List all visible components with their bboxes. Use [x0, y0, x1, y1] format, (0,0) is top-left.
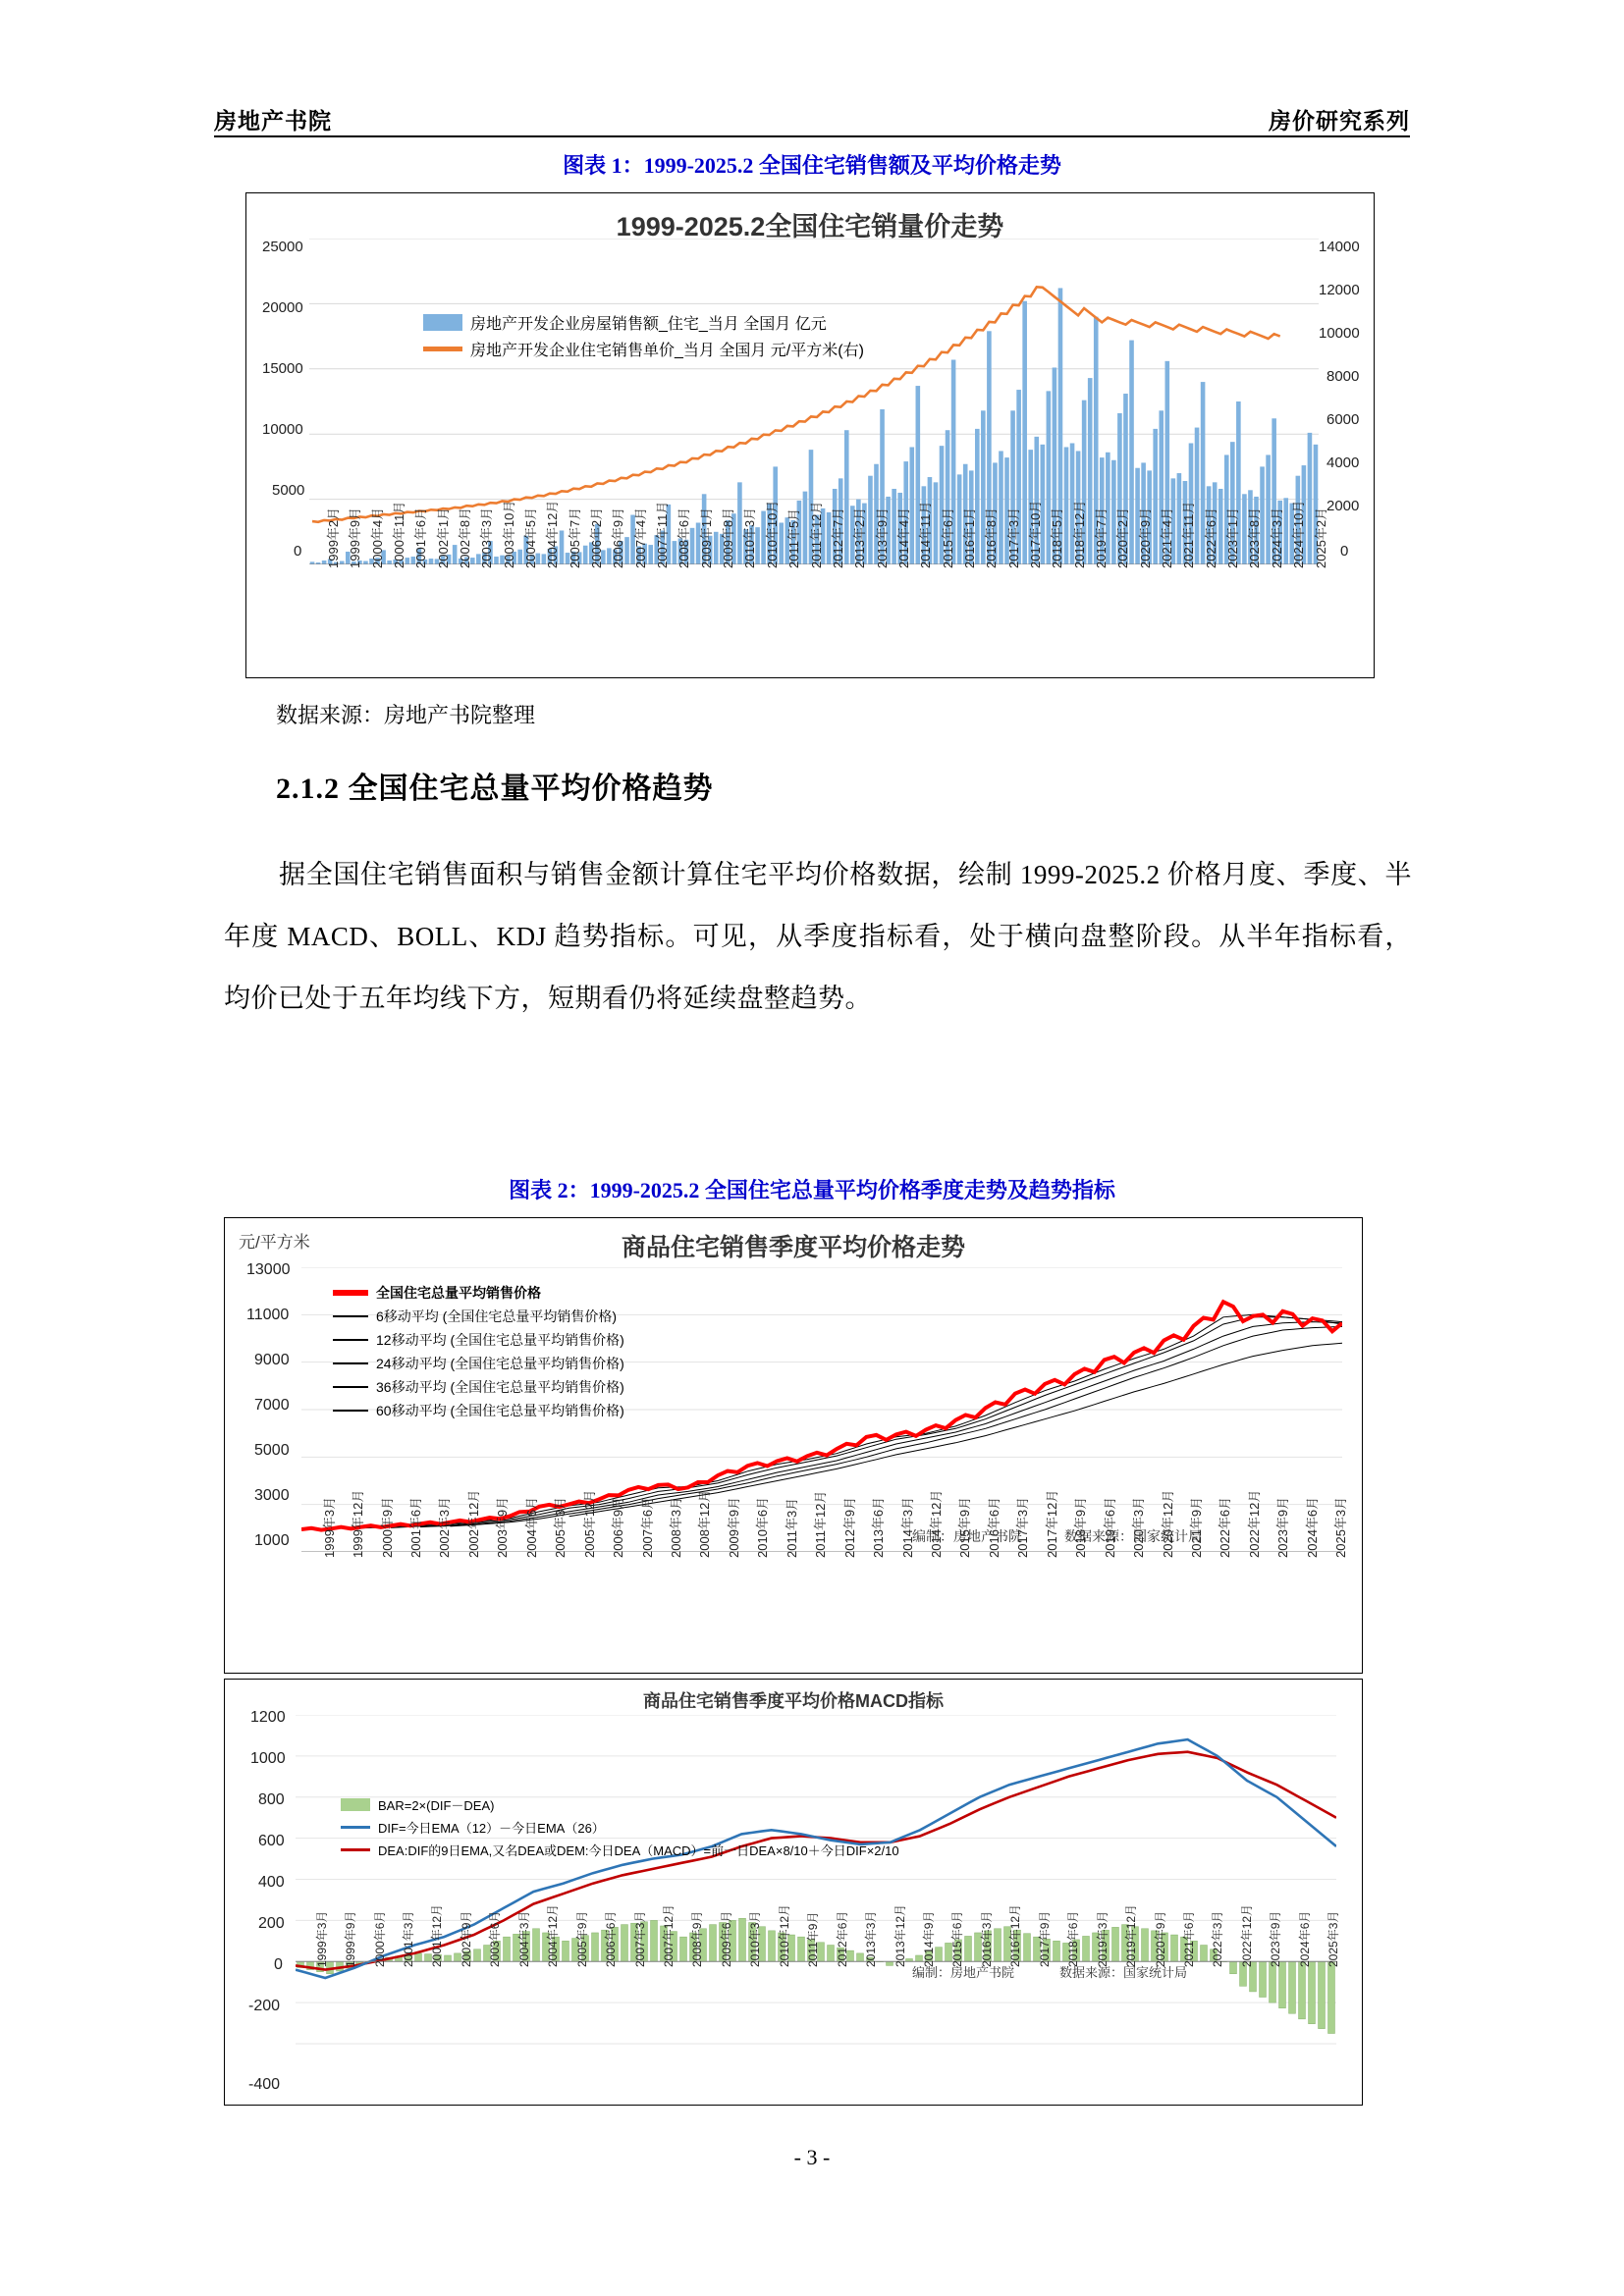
figure2-price-xtick: 2002年3月	[437, 1496, 453, 1558]
legend-ma6-swatch	[333, 1315, 368, 1317]
f3-y-neg200: -200	[248, 1998, 281, 2014]
figure1-xtick: 2020年9月	[1137, 507, 1153, 568]
figure2-price-note-left: 编制：房地产书院	[912, 1528, 1022, 1544]
figure1-xtick: 2000年11月	[391, 501, 406, 568]
legend-ma12-swatch	[333, 1339, 368, 1341]
f1-yright-4000: 4000	[1326, 454, 1360, 471]
figure1-xtick: 2018年12月	[1071, 500, 1087, 568]
f2-legend-ma60	[333, 1401, 624, 1420]
figure1-xtick: 2024年3月	[1269, 507, 1284, 568]
page-number: - 3 -	[793, 2145, 831, 2169]
figure1-xtick: 2015年6月	[940, 507, 955, 568]
figure2-caption: 图表 2：1999-2025.2 全国住宅总量平均价格季度走势及趋势指标	[509, 1178, 1115, 1202]
header-divider	[214, 135, 1410, 137]
figure2-price-xtick: 2009年9月	[726, 1496, 741, 1558]
f3-y-1000: 1000	[250, 1750, 286, 1767]
figure1-xtick: 2000年4月	[369, 507, 385, 568]
figure2-macd-xtick: 2020年9月	[1153, 1910, 1167, 1968]
figure2-macd-xtick: 1999年3月	[314, 1910, 329, 1968]
figure2-macd-xtick: 2010年12月	[777, 1904, 791, 1968]
figure1-legend-item-line	[423, 338, 864, 360]
figure2-price-xtick: 2010年6月	[755, 1496, 771, 1558]
figure2-price-xtick: 2011年3月	[784, 1497, 799, 1558]
figure2-price-xtick: 2001年6月	[408, 1496, 423, 1558]
figure1-xtick: 2017年10月	[1027, 500, 1043, 568]
f1-yleft-0: 0	[294, 543, 302, 560]
legend-ma24-swatch	[333, 1362, 368, 1364]
figure2-price-xtick: 2004年6月	[523, 1496, 539, 1558]
figure1-xtick: 2014年11月	[918, 501, 934, 568]
f2-legend-ma24	[333, 1354, 624, 1373]
figure1-xtick: 2017年3月	[1005, 507, 1021, 568]
figure1-xtick: 2021年11月	[1181, 501, 1197, 568]
figure1-xtick: 2008年6月	[677, 507, 692, 568]
figure2-price-xtick: 2022年12月	[1246, 1489, 1262, 1558]
legend-dea-swatch	[341, 1848, 370, 1851]
figure2-macd-xtick: 2005年9月	[574, 1910, 589, 1968]
figure1-xtick: 2016年8月	[984, 507, 1000, 568]
figure2-macd-xtick: 2022年12月	[1239, 1904, 1254, 1968]
figure1-xtick: 2002年8月	[457, 507, 472, 568]
figure1-xtick: 2003年3月	[479, 507, 495, 568]
header-left-title: 房地产书院	[214, 109, 332, 133]
figure2-price-legend	[333, 1283, 624, 1424]
figure2-price-xtick: 2012年9月	[841, 1496, 857, 1558]
figure1-xtick: 2005年7月	[567, 507, 582, 568]
page-header	[214, 103, 1410, 135]
figure2-macd-xtick: 2016年12月	[1008, 1904, 1023, 1968]
f3-legend-bar	[341, 1795, 899, 1814]
section-heading: 2.1.2 全国住宅总量平均价格趋势	[276, 773, 714, 805]
figure2-macd-xtick: 2011年9月	[806, 1911, 821, 1968]
figure1-xtick: 2010年3月	[742, 507, 758, 568]
figure2-price-xtick: 1999年3月	[321, 1496, 337, 1558]
f3-y-neg400: -400	[248, 2076, 281, 2093]
f2-legend-ma6	[333, 1307, 624, 1326]
f3-y-1200: 1200	[250, 1709, 286, 1726]
legend-line-swatch	[423, 347, 462, 351]
figure2-y-unit: 元/平方米	[239, 1233, 310, 1252]
figure1-xtick: 2013年9月	[874, 507, 890, 568]
figure1-xtick: 2001年6月	[413, 507, 429, 568]
figure1-chart-title: 1999-2025.2全国住宅销量价走势	[616, 212, 1004, 241]
f3-y-200: 200	[258, 1915, 285, 1932]
f2-legend-label-3: 24移动平均 (全国住宅总量平均销售价格)	[376, 1356, 624, 1371]
figure2-price-xtick: 2019年6月	[1102, 1496, 1117, 1558]
f2-y-3000: 3000	[254, 1487, 290, 1504]
figure2-macd-xtick: 2003年6月	[488, 1910, 503, 1968]
f2-legend-ma12	[333, 1330, 624, 1350]
f1-yright-12000: 12000	[1319, 282, 1360, 298]
f2-legend-label-1: 6移动平均 (全国住宅总量平均销售价格)	[376, 1308, 617, 1324]
f3-legend-dea	[341, 1841, 899, 1859]
figure2-macd-xtick: 2004年3月	[516, 1910, 531, 1968]
figure1-xtick: 2019年7月	[1094, 507, 1110, 568]
figure2-macd-xtick: 1999年9月	[344, 1910, 358, 1968]
f1-yleft-5000: 5000	[272, 482, 305, 499]
f2-y-9000: 9000	[254, 1352, 290, 1368]
figure2-macd-xtick: 2001年12月	[430, 1904, 445, 1968]
figure1-xtick: 2018年5月	[1050, 507, 1065, 568]
figure2-macd-xtick: 2013年3月	[864, 1910, 879, 1968]
figure1-xtick: 2002年1月	[435, 507, 451, 568]
legend-bar-swatch	[423, 314, 462, 331]
figure2-price-xtick: 2008年3月	[669, 1496, 683, 1558]
figure1-xtick: 2012年7月	[830, 507, 845, 568]
f2-y-11000: 11000	[246, 1307, 290, 1323]
figure2-price-xtick: 2003年9月	[495, 1496, 511, 1558]
f2-y-5000: 5000	[254, 1442, 290, 1459]
figure2-macd-xtick: 2002年9月	[459, 1910, 473, 1968]
figure1-xtick: 2007年11月	[655, 501, 671, 568]
figure2-price-chart	[224, 1217, 1363, 1674]
figure2-macd-xtick: 2022年3月	[1211, 1910, 1225, 1968]
f1-yleft-15000: 15000	[262, 360, 303, 377]
figure1-xtick: 2025年2月	[1313, 507, 1328, 568]
f3-legend-label-0: BAR=2×(DIF－DEA)	[378, 1798, 495, 1813]
figure2-macd-xtick: 2019年3月	[1095, 1910, 1110, 1968]
figure2-macd-plot	[296, 1715, 1336, 2083]
f3-y-800: 800	[258, 1791, 285, 1808]
figure2-price-xtick: 2008年12月	[697, 1489, 713, 1558]
figure1-xtick: 2010年10月	[764, 500, 780, 568]
figure1-xtick: 2022年6月	[1203, 507, 1218, 568]
figure2-macd-xtick: 2010年3月	[748, 1910, 763, 1968]
figure2-price-xtick: 2015年9月	[957, 1496, 973, 1558]
figure2-macd-legend	[341, 1795, 899, 1863]
figure1-xtick: 2006年9月	[611, 507, 626, 568]
figure2-macd-xtick: 2017年9月	[1037, 1910, 1052, 1968]
figure2-macd-chart	[224, 1679, 1363, 2106]
legend-macd-bar-swatch	[341, 1798, 370, 1811]
figure2-price-xtick: 2000年9月	[379, 1496, 395, 1558]
figure1-legend-item-bar	[423, 311, 864, 334]
figure1-legend-label-2: 房地产开发企业住宅销售单价_当月 全国月 元/平方米(右)	[470, 343, 864, 359]
f3-y-400: 400	[258, 1874, 285, 1891]
figure2-price-xtick: 2005年12月	[581, 1489, 597, 1558]
figure1-xtick: 2009年1月	[698, 507, 714, 568]
f1-yleft-10000: 10000	[262, 421, 303, 438]
figure2-price-xtick: 1999年12月	[351, 1489, 366, 1558]
figure2-price-xtick: 2014年12月	[929, 1489, 944, 1558]
figure2-macd-xtick: 2018年6月	[1066, 1910, 1081, 1968]
f2-legend-label-5: 60移动平均 (全国住宅总量平均销售价格)	[376, 1403, 624, 1418]
legend-main-swatch	[333, 1290, 368, 1296]
figure1-xtick: 2007年4月	[632, 507, 648, 568]
figure1-legend-label-1: 房地产开发企业房屋销售额_住宅_当月 全国月 亿元	[470, 316, 827, 333]
figure2-price-xtick: 2021年9月	[1189, 1496, 1204, 1558]
figure2-macd-xtick: 2021年6月	[1182, 1910, 1196, 1968]
f2-legend-label-4: 36移动平均 (全国住宅总量平均销售价格)	[376, 1379, 624, 1395]
figure2-macd-xtick: 2001年3月	[402, 1910, 415, 1968]
figure1-xtick: 2013年2月	[852, 507, 868, 568]
figure2-price-xtick: 2018年9月	[1073, 1496, 1089, 1558]
figure1-caption: 图表 1：1999-2025.2 全国住宅销售额及平均价格走势	[563, 153, 1061, 178]
figure2-macd-xtick: 2023年9月	[1269, 1910, 1283, 1968]
figure2-price-xtick: 2007年6月	[639, 1496, 655, 1558]
f3-legend-dif	[341, 1818, 899, 1837]
figure2-macd-xtick: 2000年6月	[372, 1910, 387, 1968]
figure2-price-xtick: 2023年9月	[1275, 1496, 1291, 1558]
f1-yright-14000: 14000	[1319, 239, 1360, 255]
figure2-price-xtick: 2020年12月	[1160, 1489, 1175, 1558]
figure2-price-xtick: 2016年6月	[986, 1496, 1001, 1558]
section-paragraph: 据全国住宅销售面积与销售金额计算住宅平均价格数据，绘制 1999-2025.2 价格月度、季度、半年度 MACD、BOLL、KDJ 趋势指标。可见，从季度指标看，处于横向盘整阶段。从半年指标看，均价已处于五年均线下方，短期看仍将延续盘整趋势。	[224, 860, 1412, 1013]
figure2-price-xtick: 2025年3月	[1333, 1496, 1349, 1558]
f1-yright-2000: 2000	[1326, 498, 1360, 514]
f2-legend-label-0: 全国住宅总量平均销售价格	[376, 1285, 541, 1301]
figure1-xtick: 2011年5月	[786, 507, 802, 568]
f2-legend-label-2: 12移动平均 (全国住宅总量平均销售价格)	[376, 1332, 624, 1348]
legend-ma36-swatch	[333, 1386, 368, 1388]
figure1-xtick: 2004年5月	[522, 507, 538, 568]
figure2-macd-xtick: 2015年6月	[950, 1910, 965, 1968]
f3-y-0: 0	[274, 1956, 283, 1973]
f3-legend-label-1: DIF=今日EMA（12）－今日EMA（26）	[378, 1821, 605, 1836]
figure1-source: 数据来源：房地产书院整理	[276, 703, 536, 727]
figure2-price-xtick: 2014年3月	[899, 1496, 915, 1558]
figure1-xtick: 2021年4月	[1160, 507, 1175, 568]
figure2-macd-xtick: 2007年12月	[662, 1904, 676, 1968]
figure2-macd-xtick: 2013年12月	[893, 1904, 907, 1968]
legend-dif-swatch	[341, 1826, 370, 1829]
figure1-chart	[245, 192, 1375, 678]
f2-y-13000: 13000	[246, 1261, 291, 1278]
f3-y-600: 600	[258, 1833, 285, 1849]
figure1-xtick: 2016年1月	[961, 507, 977, 568]
figure2-price-note-right: 数据来源：国家统计局	[1064, 1528, 1202, 1544]
figure2-price-xtick: 2005年3月	[553, 1496, 568, 1558]
figure2-price-title: 商品住宅销售季度平均价格走势	[621, 1234, 965, 1261]
f1-yright-0: 0	[1340, 543, 1349, 560]
figure2-macd-xtick: 2008年9月	[690, 1910, 705, 1968]
header-right-title: 房价研究系列	[1269, 109, 1410, 133]
figure1-xtick: 2003年10月	[501, 500, 516, 568]
figure2-price-xtick: 2006年9月	[611, 1496, 626, 1558]
f2-y-1000: 1000	[254, 1532, 290, 1549]
figure2-price-xtick: 2020年3月	[1131, 1496, 1147, 1558]
figure2-macd-xtick: 2007年3月	[632, 1910, 647, 1968]
figure2-macd-xtick: 2004年12月	[546, 1904, 561, 1968]
figure2-price-xtick: 2011年12月	[813, 1490, 829, 1558]
figure2-macd-xtick: 2009年6月	[719, 1910, 733, 1968]
figure1-xtick: 2004年12月	[545, 500, 561, 568]
f3-legend-label-2: DEA:DIF的9日EMA,又名DEA或DEM:今日DEA（MACD）=前一日DEA×8/10＋今日DIF×2/10	[378, 1843, 899, 1858]
figure2-macd-note-left: 编制：房地产书院	[912, 1965, 1015, 1980]
figure1-xtick: 2024年10月	[1291, 500, 1307, 568]
figure2-price-xtick: 2024年6月	[1304, 1496, 1320, 1558]
figure1-xtick: 2011年12月	[808, 501, 824, 568]
figure2-macd-xtick: 2016年3月	[979, 1910, 994, 1968]
f2-legend-main	[333, 1283, 624, 1303]
figure2-macd-note-right: 数据来源：国家统计局	[1059, 1965, 1188, 1980]
figure1-xtick: 2023年8月	[1247, 507, 1263, 568]
f1-yright-8000: 8000	[1326, 368, 1360, 385]
figure1-xtick: 1999年2月	[325, 507, 341, 568]
figure1-xtick: 1999年9月	[348, 507, 363, 568]
figure1-xtick: 2023年1月	[1225, 507, 1241, 568]
figure2-macd-xtick: 2024年6月	[1297, 1910, 1312, 1968]
f2-legend-ma36	[333, 1377, 624, 1397]
f2-y-7000: 7000	[254, 1397, 290, 1414]
figure1-xtick: 2009年8月	[721, 507, 736, 568]
figure2-price-xtick: 2017年12月	[1044, 1489, 1059, 1558]
f1-yright-6000: 6000	[1326, 411, 1360, 428]
figure1-xtick: 2020年2月	[1115, 507, 1131, 568]
figure2-price-xtick: 2002年12月	[465, 1489, 481, 1558]
figure1-legend	[423, 311, 864, 364]
figure1-xtick: 2006年2月	[589, 507, 605, 568]
figure2-price-xtick: 2022年6月	[1218, 1496, 1233, 1558]
figure2-price-xtick: 2013年6月	[871, 1496, 887, 1558]
figure2-macd-xtick: 2006年6月	[604, 1910, 619, 1968]
figure2-macd-xtick: 2025年3月	[1326, 1910, 1341, 1968]
f1-yright-10000: 10000	[1319, 325, 1360, 342]
figure2-macd-xtick: 2012年6月	[835, 1910, 849, 1968]
legend-ma60-swatch	[333, 1410, 368, 1412]
figure2-macd-xtick: 2019年12月	[1124, 1904, 1139, 1968]
f1-yleft-20000: 20000	[262, 299, 303, 316]
f1-yleft-25000: 25000	[262, 239, 303, 255]
figure1-xtick: 2014年4月	[895, 507, 911, 568]
figure2-macd-xtick: 2014年9月	[922, 1910, 936, 1968]
figure2-macd-title: 商品住宅销售季度平均价格MACD指标	[643, 1691, 944, 1711]
figure2-price-xtick: 2017年3月	[1015, 1496, 1031, 1558]
